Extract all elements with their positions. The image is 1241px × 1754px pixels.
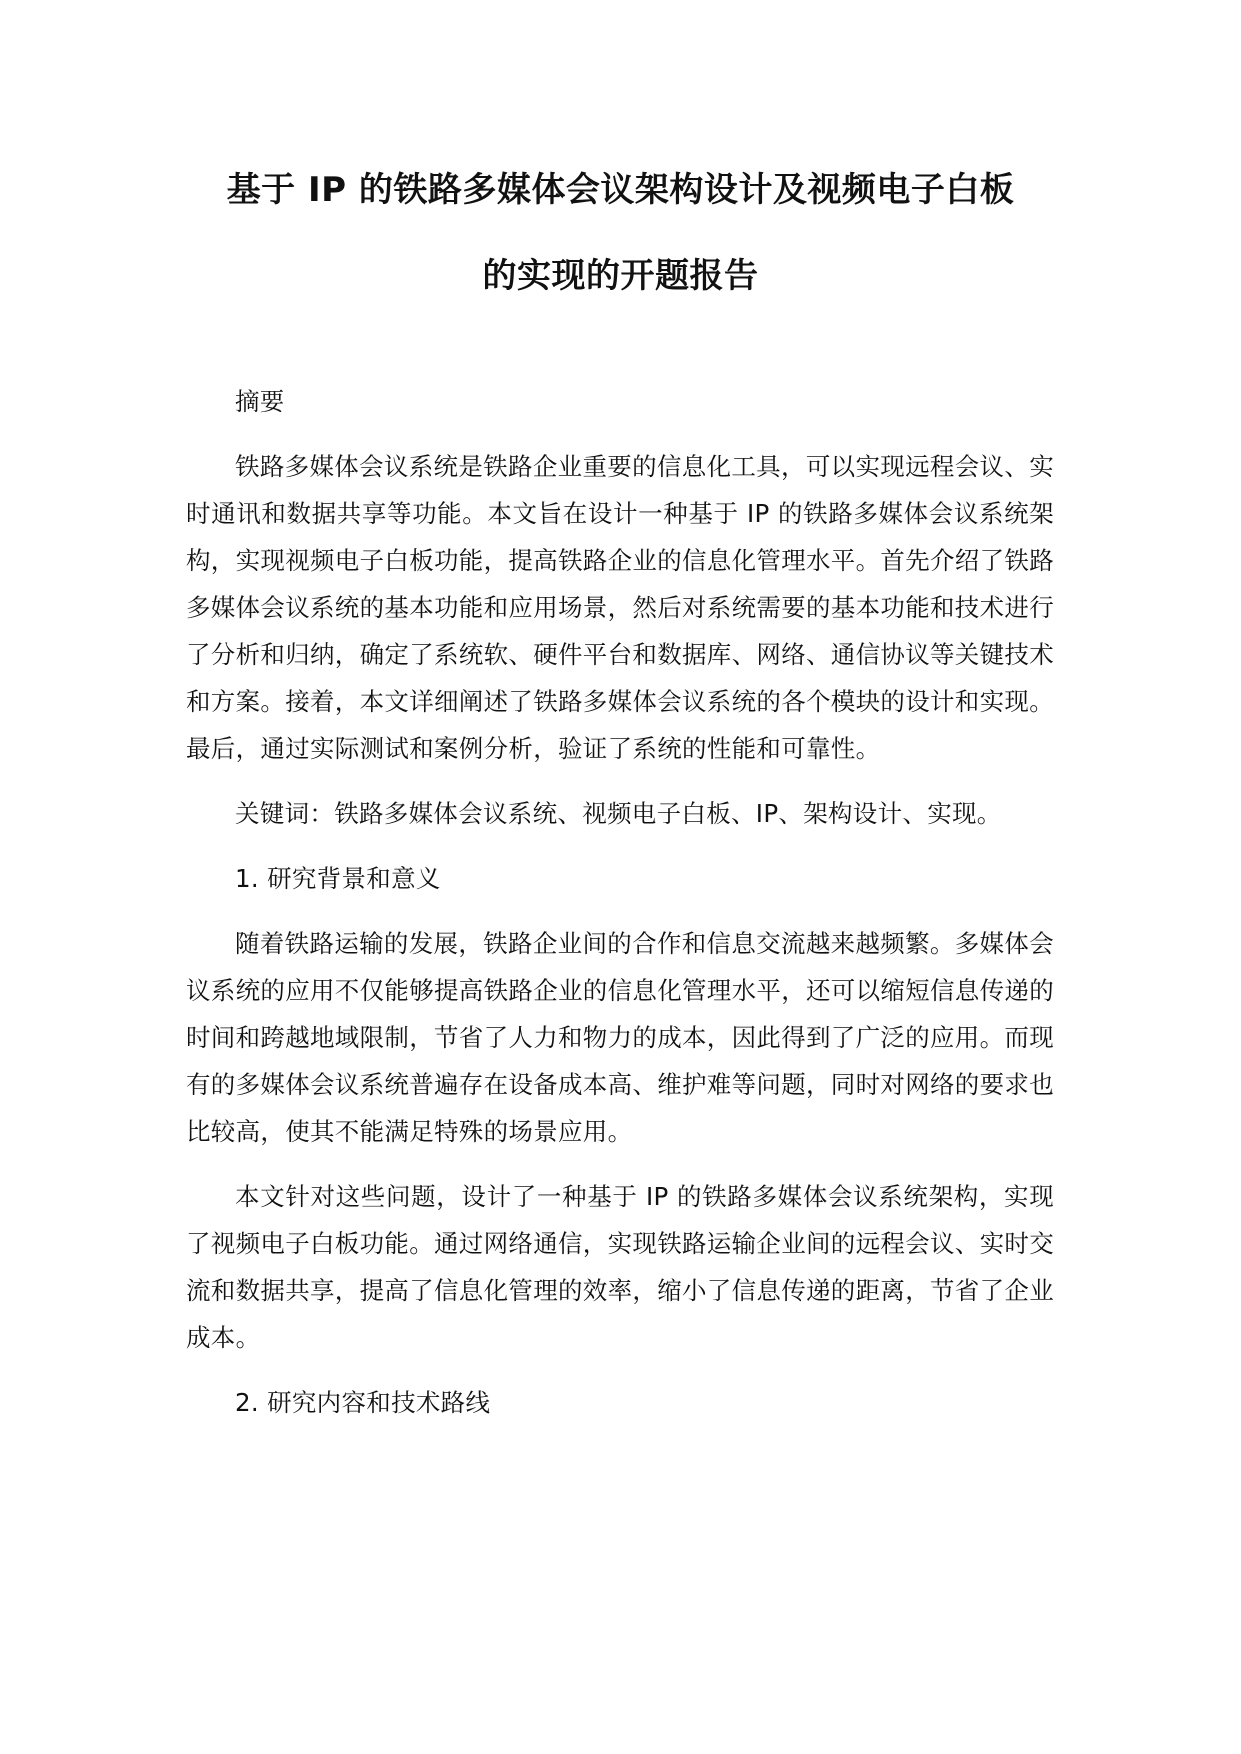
document-body [186, 378, 1054, 1426]
section-1-paragraph-2: 本文针对这些问题，设计了一种基于 IP 的铁路多媒体会议系统架构，实现了视频电子白板功能。通过网络通信，实现铁路运输企业间的远程会议、实时交流和数据共享，提高了信息化管理的效率，缩小了信息传递的距离，节省了企业成本。 [186, 1182, 1054, 1352]
title-line-1: 基于 IP 的铁路多媒体会议架构设计及视频电子白板 [226, 170, 1015, 210]
title-line-2: 的实现的开题报告 [482, 256, 759, 296]
document-title [150, 168, 1091, 298]
section-1-heading: 1. 研究背景和意义 [235, 864, 441, 893]
abstract-heading: 摘要 [235, 387, 285, 416]
section-2-heading: 2. 研究内容和技术路线 [235, 1388, 491, 1417]
section-1-paragraph-1: 随着铁路运输的发展，铁路企业间的合作和信息交流越来越频繁。多媒体会议系统的应用不仅能够提高铁路企业的信息化管理水平，还可以缩短信息传递的时间和跨越地域限制，节省了人力和物力的成本，因此得到了广泛的应用。而现有的多媒体会议系统普遍存在设备成本高、维护难等问题，同时对网络的要求也比较高，使其不能满足特殊的场景应用。 [186, 929, 1054, 1146]
keywords-paragraph: 关键词：铁路多媒体会议系统、视频电子白板、IP、架构设计、实现。 [235, 799, 1002, 828]
abstract-paragraph: 铁路多媒体会议系统是铁路企业重要的信息化工具，可以实现远程会议、实时通讯和数据共享等功能。本文旨在设计一种基于 IP 的铁路多媒体会议系统架构，实现视频电子白板功能，提高铁路企业的信息化管理水平。首先介绍了铁路多媒体会议系统的基本功能和应用场景，然后对系统需要的基本功能和技术进行了分析和归纳，确定了系统软、硬件平台和数据库、网络、通信协议等关键技术和方案。接着，本文详细阐述了铁路多媒体会议系统的各个模块的设计和实现。最后，通过实际测试和案例分析，验证了系统的性能和可靠性。 [186, 452, 1054, 763]
